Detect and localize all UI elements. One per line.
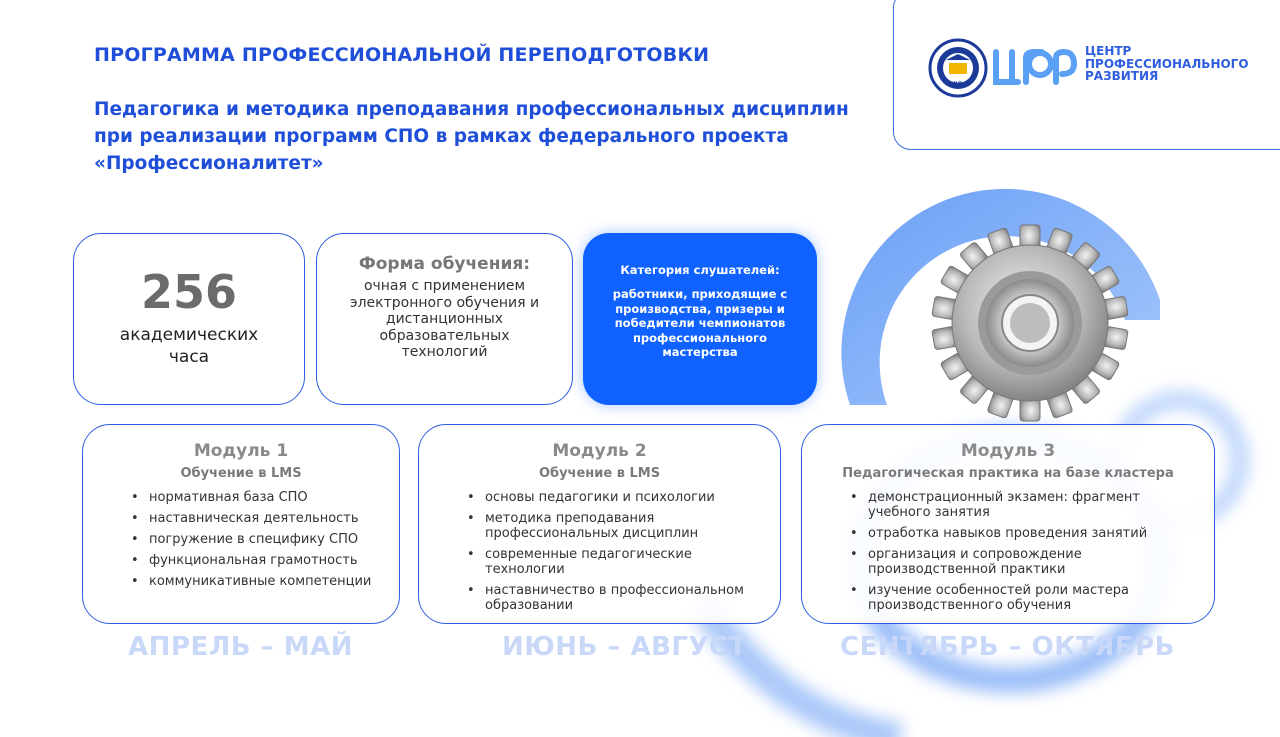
audience-text: работники, приходящие с производства, призеры и победители чемпионатов профессионального мастерства [612,287,788,359]
list-item: • организация и сопровождение производственной практики [868,547,1194,577]
audience-title: Категория слушателей: [620,263,780,277]
list-item: • коммуникативные компетенции [149,574,379,589]
hours-card [73,233,305,405]
module-title: Модуль 2 [552,441,647,461]
list-item: • нормативная база СПО [149,490,379,505]
list-item: • современные педагогические технологии [485,547,760,577]
program-subtitle: Педагогика и методика преподавания профессиональных дисциплин при реализации программ СПО в рамках федерального проекта «Профессионалитет» [94,99,849,174]
period-label: СЕНТЯБРЬ – ОКТЯБРЬ [840,632,1175,662]
module-title: Модуль 3 [960,441,1056,461]
module-subtitle: Педагогическая практика на базе кластера [842,466,1174,481]
module-topic-list [83,490,399,589]
module-topic-list [802,490,1214,613]
seal-text: ИРПО [948,81,968,88]
hours-label: академических часа [119,325,259,367]
list-item: • функциональная грамотность [149,553,379,568]
logo-wordmark [1085,45,1249,83]
module-3-card [801,424,1215,624]
cpr-mark-icon [996,52,1074,82]
logo-line: ЦЕНТР [1085,44,1132,58]
gear-icon [932,225,1128,421]
logo-line: РАЗВИТИЯ [1085,69,1159,83]
list-item: • изучение особенностей роли мастера производственного обучения [868,583,1194,613]
page-title: ПРОГРАММА ПРОФЕССИОНАЛЬНОЙ ПЕРЕПОДГОТОВКИ [94,44,710,66]
period-label: АПРЕЛЬ – МАЙ [128,632,353,662]
format-card [316,233,573,405]
module-topic-list [419,490,780,613]
list-item: • погружение в специфику СПО [149,532,379,547]
period-label: ИЮНЬ – АВГУСТ [502,632,747,662]
module-2-card [418,424,781,624]
hours-number: 256 [140,265,238,319]
list-item: • методика преподавания профессиональных дисциплин [485,511,760,541]
module-1-card [82,424,400,624]
module-title: Модуль 1 [193,441,289,461]
format-title: Форма обучения: [358,254,531,274]
list-item: • наставничество в профессиональном образовании [485,583,760,613]
list-item: • отработка навыков проведения занятий [868,526,1194,541]
list-item: • основы педагогики и психологии [485,490,760,505]
list-item: • наставническая деятельность [149,511,379,526]
format-text: очная с применением электронного обучения и дистанционных образовательных технологий [349,278,540,360]
module-subtitle: Обучение в LMS [180,466,302,481]
list-item: • демонстрационный экзамен: фрагмент учебного занятия [868,490,1194,520]
logo-line: ПРОФЕССИОНАЛЬНОГО [1085,56,1249,71]
audience-card [583,233,817,405]
module-subtitle: Обучение в LMS [538,466,661,481]
